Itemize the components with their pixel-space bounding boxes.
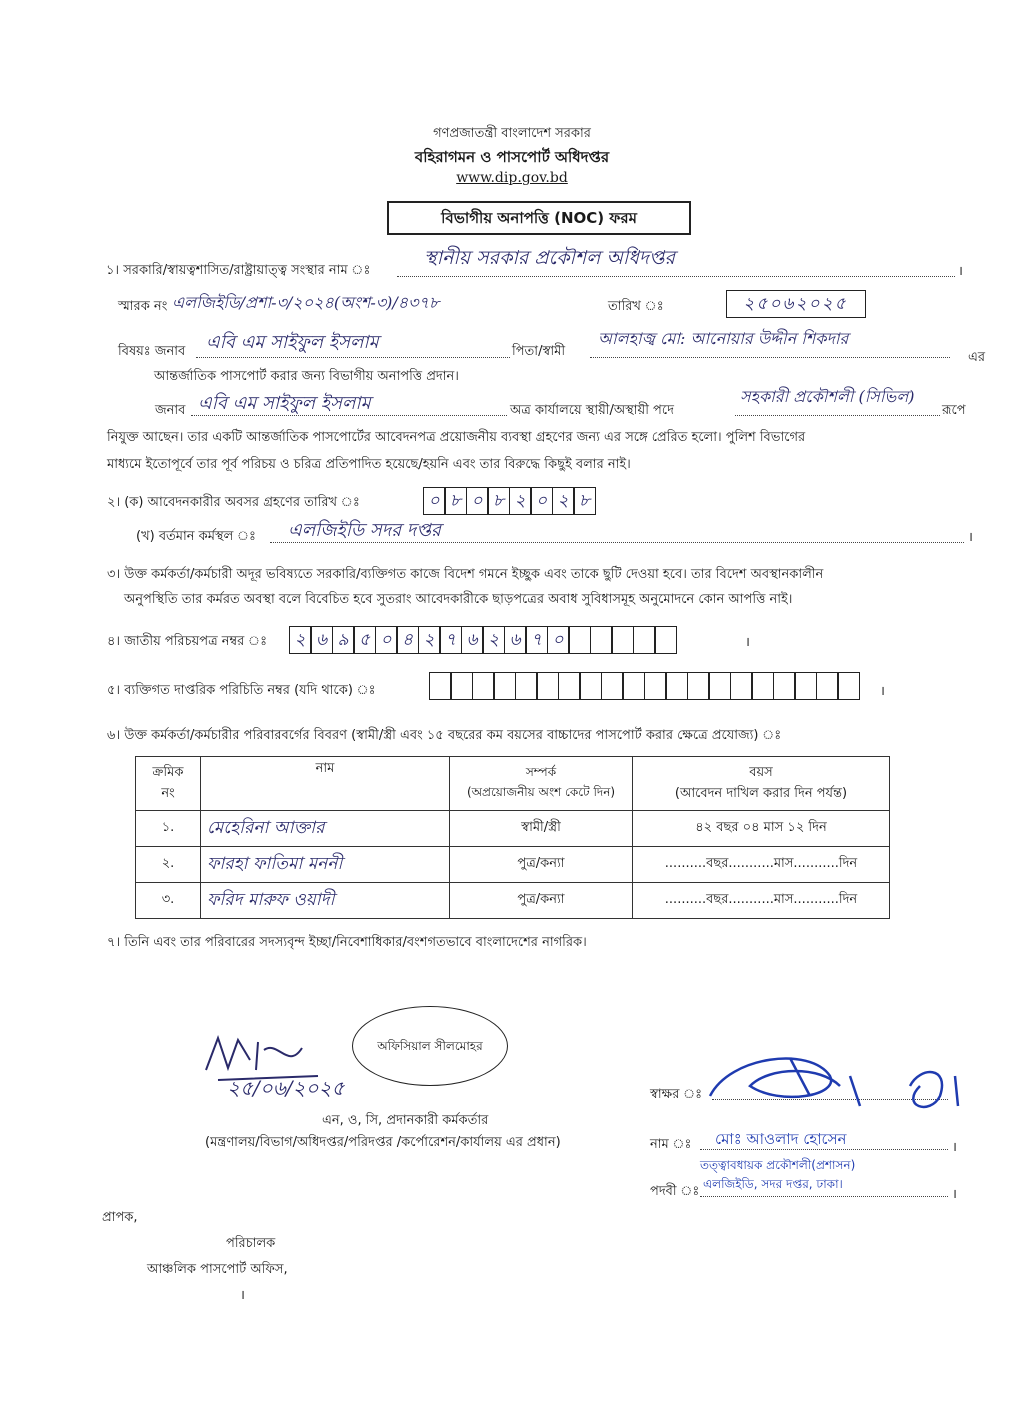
- official-seal: অফিসিয়াল সীলমোহর: [352, 1006, 508, 1086]
- q1-value[interactable]: স্থানীয় সরকার প্রকৌশল অধিদপ্তর: [424, 247, 675, 269]
- para-mr-label: জনাব: [155, 403, 186, 418]
- office-id-digit-box[interactable]: [493, 672, 516, 700]
- website-link[interactable]: www.dip.gov.bd: [456, 170, 568, 186]
- row-age[interactable]: ৪২ বছর ০৪ মাস ১২ দিন: [633, 811, 890, 847]
- name-value[interactable]: মোঃ আওলাদ হোসেন: [715, 1130, 847, 1148]
- nid-digit-box[interactable]: ০: [375, 626, 398, 654]
- post-label: পদবী ঃ: [650, 1184, 700, 1199]
- handwritten-date: ২৫/০৬/২০২৫: [227, 1076, 345, 1100]
- q1-label: ১। সরকারি/স্বায়ত্বশাসিত/রাষ্ট্রায়াত্ত্ব সংস্থার নাম ঃ: [106, 263, 371, 278]
- subject-suffix: এর: [968, 350, 986, 365]
- sign-label: স্বাক্ষর ঃ: [650, 1087, 703, 1102]
- subject-line2: আন্তর্জাতিক পাসপোর্ট করার জন্য বিভাগীয় অনাপত্তি প্রদান।: [154, 369, 459, 384]
- row-serial: ৩.: [136, 883, 201, 919]
- q2b-value[interactable]: এলজিইডি সদর দপ্তর: [288, 520, 441, 541]
- q2b-label: (খ) বর্তমান কর্মস্থল ঃ: [136, 529, 256, 544]
- q6-label: ৬। উক্ত কর্মকর্তা/কর্মচারীর পরিবারবর্গের বিবরণ (স্বামী/স্ত্রী এবং ১৫ বছরের কম বয়সের বাচ্চাদের পাসপোর্ট করার ক্ষেত্রে প্রযোজ্য) ঃ: [107, 728, 782, 743]
- row-relation: পুত্র/কন্যা: [450, 847, 633, 883]
- nid-digit-box[interactable]: [633, 626, 656, 654]
- office-id-digit-box[interactable]: [450, 672, 473, 700]
- stamp-line1: তত্ত্বাবধায়ক প্রকৌশলী(প্রশাসন): [700, 1158, 856, 1172]
- stamp-line2: এলজিইডি, সদর দপ্তর, ঢাকা।: [703, 1177, 843, 1191]
- th-serial: ক্রমিক নং: [136, 757, 201, 811]
- office-id-digit-box[interactable]: [601, 672, 624, 700]
- post-line: [700, 1196, 948, 1197]
- office-id-digit-box[interactable]: [665, 672, 688, 700]
- office-label: আঞ্চলিক পাসপোর্ট অফিস,: [147, 1262, 288, 1277]
- row-relation: স্বামী/স্ত্রী: [450, 811, 633, 847]
- office-id-digit-box[interactable]: [472, 672, 495, 700]
- subject-name[interactable]: এবি এম সাইফুল ইসলাম: [206, 332, 379, 353]
- office-id-digit-box[interactable]: [816, 672, 839, 700]
- nid-digit-box[interactable]: ২: [418, 626, 441, 654]
- q3-line1: ৩। উক্ত কর্মকর্তা/কর্মচারী অদূর ভবিষ্যতে সরকারি/ব্যক্তিগত কাজে বিদেশ গমনে ইচ্ছুক এবং তাকে ছুটি দেওয়া হবে। তার বিদেশ অবস্থানকালীন: [107, 567, 824, 582]
- table-row: [136, 811, 890, 847]
- office-id-digit-box[interactable]: [429, 672, 452, 700]
- subject-father-label: পিতা/স্বামী: [512, 344, 566, 359]
- office-id-boxes[interactable]: [430, 672, 860, 700]
- retire-date-digit-box[interactable]: ৮: [444, 487, 467, 515]
- office-id-digit-box[interactable]: [794, 672, 817, 700]
- subject-father-line: [590, 357, 950, 358]
- name-label: নাম ঃ: [650, 1137, 692, 1152]
- director-label: পরিচালক: [226, 1236, 276, 1251]
- retire-date-digit-box[interactable]: ৮: [487, 487, 510, 515]
- nid-digit-box[interactable]: [568, 626, 591, 654]
- memo-date-label: তারিখ ঃ: [608, 299, 664, 314]
- row-name[interactable]: ফারহা ফাতিমা মননী: [201, 847, 450, 883]
- nid-digit-box[interactable]: ৬: [461, 626, 484, 654]
- footer-end-2: ।: [952, 1187, 957, 1202]
- office-id-digit-box[interactable]: [751, 672, 774, 700]
- office-id-digit-box[interactable]: [579, 672, 602, 700]
- nid-digit-box[interactable]: ২: [482, 626, 505, 654]
- para-line2: নিযুক্ত আছেন। তার একটি আন্তর্জাতিক পাসপোর্টের আবেদনপত্র প্রয়োজনীয় ব্যবস্থা গ্রহণের জন্য এর সঙ্গে প্রেরিত হলো। পুলিশ বিভাগের: [107, 430, 806, 445]
- office-id-digit-box[interactable]: [515, 672, 538, 700]
- th-relation: সম্পর্ক (অপ্রয়োজনীয় অংশ কেটে দিন): [450, 757, 633, 811]
- para-post-suffix: রূপে: [942, 403, 966, 418]
- q1-end: ।: [958, 264, 963, 279]
- retire-date-digit-box[interactable]: ০: [423, 487, 446, 515]
- q5-label: ৫। ব্যক্তিগত দাপ্তরিক পরিচিতি নম্বর (যদি থাকে) ঃ: [107, 683, 376, 698]
- q5-end: ।: [880, 684, 885, 699]
- office-id-digit-box[interactable]: [644, 672, 667, 700]
- nid-digit-box[interactable]: [654, 626, 677, 654]
- nid-digit-box[interactable]: ৪: [396, 626, 419, 654]
- row-age[interactable]: ..........বছর...........মাস...........দিন: [633, 847, 890, 883]
- gov-title: গণপ্রজাতন্ত্রী বাংলাদেশ সরকার: [433, 126, 591, 141]
- office-id-digit-box[interactable]: [837, 672, 860, 700]
- th-age: বয়স (আবেদন দাখিল করার দিন পর্যন্ত): [633, 757, 890, 811]
- nid-digit-box[interactable]: ৬: [504, 626, 527, 654]
- to-label: প্রাপক,: [102, 1210, 138, 1225]
- para-line3: মাধ্যমে ইতোপূর্বে তার পূর্ব পরিচয় ও চরিত্র প্রতিপাদিত হয়েছে/হয়নি এবং তার বিরুদ্ধে কিছুই বলার নাই।: [107, 457, 631, 472]
- row-name[interactable]: ফরিদ মারুফ ওয়াদী: [201, 883, 450, 919]
- nid-digit-box[interactable]: ৭: [525, 626, 548, 654]
- para-name[interactable]: এবি এম সাইফুল ইসলাম: [198, 393, 371, 414]
- subject-father[interactable]: আলহাজ্ব মো: আনোয়ার উদ্দীন শিকদার: [598, 329, 849, 348]
- noc-officer-label: এন, ও, সি, প্রদানকারী কর্মকর্তার: [322, 1113, 489, 1128]
- q2a-label: ২। (ক) আবেদনকারীর অবসর গ্রহণের তারিখ ঃ: [107, 495, 360, 510]
- q2a-date-boxes[interactable]: [424, 487, 596, 515]
- office-id-digit-box[interactable]: [773, 672, 796, 700]
- retire-date-digit-box[interactable]: ২: [509, 487, 532, 515]
- office-id-digit-box[interactable]: [536, 672, 559, 700]
- q2b-end: ।: [968, 530, 973, 545]
- office-id-digit-box[interactable]: [687, 672, 710, 700]
- th-name: নাম: [201, 757, 450, 811]
- nid-digit-box[interactable]: [611, 626, 634, 654]
- nid-digit-box[interactable]: [590, 626, 613, 654]
- family-table: [135, 756, 890, 919]
- retire-date-digit-box[interactable]: ০: [466, 487, 489, 515]
- q4-end: ।: [745, 635, 750, 650]
- nid-digit-box[interactable]: ৫: [353, 626, 376, 654]
- office-id-digit-box[interactable]: [730, 672, 753, 700]
- memo-date-boxes: [727, 290, 866, 318]
- office-id-digit-box[interactable]: [708, 672, 731, 700]
- row-serial: ২.: [136, 847, 201, 883]
- row-name[interactable]: মেহেরিনা আক্তার: [201, 811, 450, 847]
- table-row: [136, 883, 890, 919]
- memo-date-value[interactable]: ২৫০৬২০২৫: [726, 290, 866, 318]
- retire-date-digit-box[interactable]: ২: [552, 487, 575, 515]
- form-title: বিভাগীয় অনাপত্তি (NOC) ফরম: [387, 201, 691, 235]
- subject-label: বিষয়ঃ জনাব: [118, 344, 186, 359]
- office-end: ।: [240, 1288, 245, 1303]
- office-id-digit-box[interactable]: [622, 672, 645, 700]
- head-line: (মন্ত্রণালয়/বিভাগ/অধিদপ্তর/পরিদপ্তর /কর্পোরেশন/কার্যালয় এর প্রধান): [205, 1135, 561, 1150]
- q4-label: ৪। জাতীয় পরিচয়পত্র নম্বর ঃ: [107, 634, 268, 649]
- memo-value[interactable]: এলজিইডি/প্রশা-৩/২০২৪(অংশ-৩)/৪৩৭৮: [172, 293, 440, 312]
- nid-digit-box[interactable]: ৯: [332, 626, 355, 654]
- q3-line2: অনুপস্থিতি তার কর্মরত অবস্থা বলে বিবেচিত হবে সুতরাং আবেদকারীকে ছাড়পত্রের অবাধ সুবিধাসমূহ অনুমোদনে কোন আপত্তি নাই।: [124, 592, 793, 607]
- para-post-line: [735, 415, 940, 416]
- row-serial: ১.: [136, 811, 201, 847]
- table-row: [136, 847, 890, 883]
- nid-digit-box[interactable]: ৬: [310, 626, 333, 654]
- dept-title: বহিরাগমন ও পাসপোর্ট অধিদপ্তর: [414, 148, 610, 166]
- office-id-digit-box[interactable]: [558, 672, 581, 700]
- row-relation: পুত্র/কন্যা: [450, 883, 633, 919]
- memo-label: স্মারক নং: [118, 299, 168, 314]
- para-post[interactable]: সহকারী প্রকৌশলী (সিভিল): [740, 387, 915, 406]
- para-mid: অত্র কার্যালয়ে স্থায়ী/অস্থায়ী পদে: [510, 403, 674, 418]
- footer-end-1: ।: [952, 1140, 957, 1155]
- nid-boxes[interactable]: [290, 626, 677, 654]
- signature-icon: [690, 1046, 980, 1126]
- q7-text: ৭। তিনি এবং তার পরিবারের সদস্যবৃন্দ ইচ্ছা/নিবেশাধিকার/বংশগতভাবে বাংলাদেশের নাগরিক।: [107, 935, 587, 950]
- nid-digit-box[interactable]: ০: [547, 626, 570, 654]
- retire-date-digit-box[interactable]: ৮: [573, 487, 596, 515]
- q1-field-line: [397, 276, 955, 277]
- nid-digit-box[interactable]: ৭: [439, 626, 462, 654]
- retire-date-digit-box[interactable]: ০: [530, 487, 553, 515]
- nid-digit-box[interactable]: ২: [289, 626, 312, 654]
- row-age[interactable]: ..........বছর...........মাস...........দিন: [633, 883, 890, 919]
